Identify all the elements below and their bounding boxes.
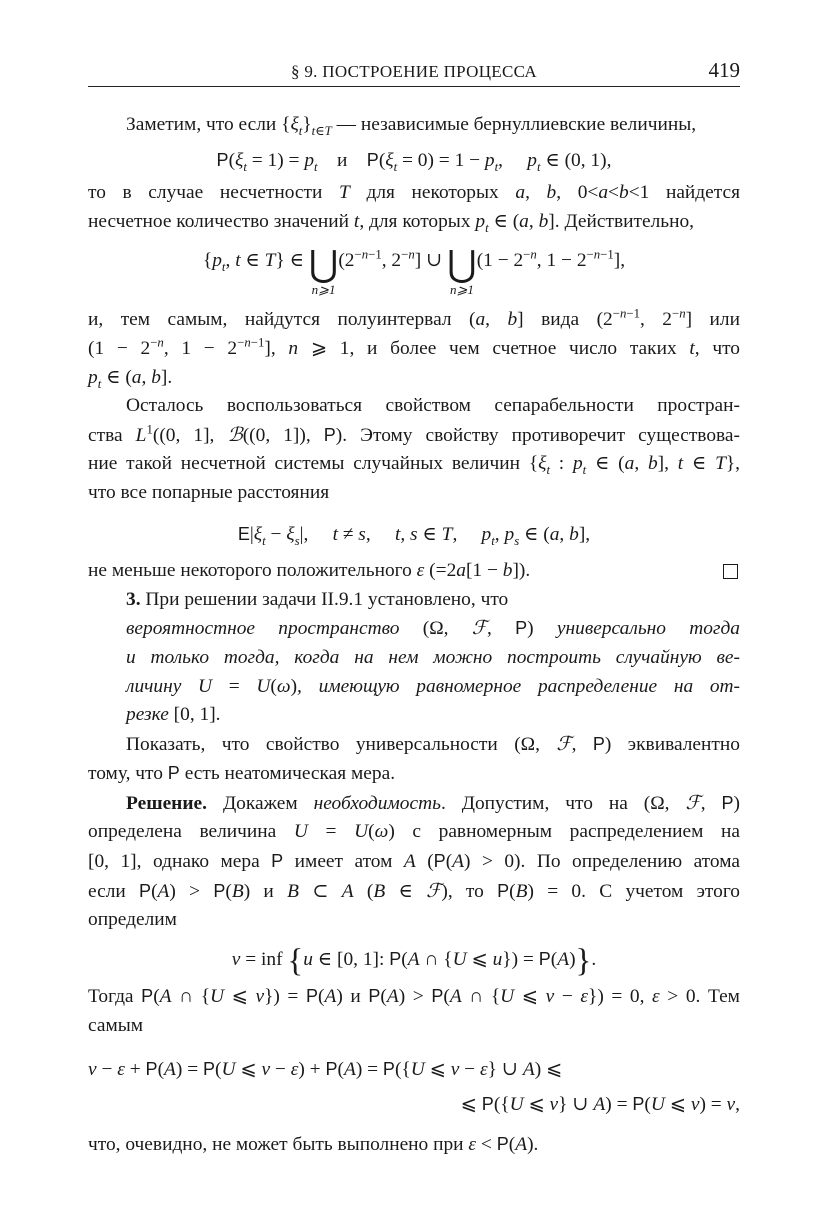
text: универсально тогда <box>556 618 741 640</box>
text: Показать, что свойство универсальности <box>126 733 498 755</box>
section-title: § 9. ПОСТРОЕНИЕ ПРОЦЕССА <box>291 62 537 81</box>
text: ние такой несчетной системы случайных величин <box>88 453 521 475</box>
text: резке <box>126 704 169 726</box>
text: с равномерным распределением на <box>412 821 740 843</box>
text: , то <box>447 880 484 902</box>
page-body <box>88 111 740 1159</box>
text: определим <box>88 909 177 931</box>
text: вероятностное пространство <box>126 618 400 640</box>
equation-distances: $E|\xi_t - \xi_s|$, t ≠ s, t, s ∈ T, $p_t$, $p_s$ ∈ (a, b], <box>237 523 591 548</box>
text: для некоторых <box>366 182 499 204</box>
text: . Этому свойству противоречит существова- <box>342 424 740 446</box>
text: и, тем самым, найдутся полуинтервал <box>88 309 452 331</box>
equation-union: {$p_t$, t ∈ T} ∈ ⋃ n⩾1 ($2^{-n-1}$, $2^{-n}$] ∪ ⋃ n⩾1 ($1 - 2^{-n}$, $1 - 2^{-n-1}$], <box>202 244 626 298</box>
text: что все попарные расстояния <box>88 481 330 503</box>
paragraph-half-interval: и, тем самым, найдутся полуинтервал (a, b] вида ($2^{-n-1}$, $2^{-n}$] или ($1 - 2^{-n}$, $1 - 2^{-n-1}$], n ⩾ 1, и более чем счетное число таких t, что $p_t$ ∈ (a, b]. <box>88 306 740 391</box>
problem-3-statement: вероятностное пространство (Ω, ℱ, P) универсально тогда и только тогда, когда на нем можно построить случайную ве- личину U = U(ω), имеющую равномерное распределение на от- резке [0, 1]. <box>126 616 741 726</box>
text: не меньше некоторого положительного <box>88 560 412 582</box>
text: , имеющую равномерное распределение на от- <box>297 675 740 697</box>
paragraph-conclusion: что, очевидно, не может быть выполнено при ε < P(A). <box>88 1133 539 1155</box>
text: . Допустим, что на <box>440 792 628 814</box>
paragraph-bernoulli: Заметим, что если $\{\xi_t\}_{t\in T}$ — независимые бернуллиевские величины, <box>126 114 697 138</box>
running-header <box>88 56 740 87</box>
text: , и более чем счетное число таких <box>349 337 677 359</box>
text: необходимость <box>313 792 441 814</box>
text: . С учетом этого <box>581 880 741 902</box>
text: , для которых <box>359 210 471 232</box>
text: личину <box>126 675 182 697</box>
text: или <box>709 309 740 331</box>
text: то в случае несчетности <box>88 182 323 204</box>
paragraph-uncountable: то в случае несчетности T для некоторых a, b, 0<a<b<1 найдется несчетное количество значений t, для которых $p_t$ ∈ (a, b]. Действительно, <box>88 182 741 235</box>
text: есть неатомическая мера. <box>184 763 396 785</box>
text: и <box>337 149 348 171</box>
text: несчетное количество значений <box>88 210 350 232</box>
text: , однако мера <box>136 851 260 873</box>
equation-v-definition: v = inf {u ∈ [0, 1]: P(A ∩ {U ⩽ u}) = P(A)}. <box>231 942 597 979</box>
book-page <box>88 56 740 1159</box>
text: Тем <box>707 986 740 1008</box>
text: имеет атом <box>294 851 393 873</box>
text: найдется <box>665 182 741 204</box>
text: эквивалентно <box>627 733 740 755</box>
text: — независимые бернуллиевские величины, <box>336 114 697 135</box>
text: вида <box>541 309 580 331</box>
problem-3-intro <box>88 586 740 615</box>
text: что, очевидно, не может быть выполнено при <box>88 1133 464 1155</box>
paragraph-separability: Осталось воспользоваться свойством сепарабельности простран- ства $L^1((0$, 1], ℬ((0, 1]), P). Этому свойству противоречит существова- ние такой несчетной системы случайных величин {$\xi_t$ : $p_t$ ∈ (a, b], t ∈ T}, что все попарные расстояния <box>88 395 741 503</box>
qed-square-icon <box>723 564 738 579</box>
text: Докажем <box>222 792 298 814</box>
equation-bernoulli: $P(\xi_t = 1) = p_t$ и $P(\xi_t = 0) = 1 - p_t$, $p_t$ ∈ (0, 1), <box>216 149 612 174</box>
text: . Действительно, <box>554 210 695 232</box>
text: . По определению атома <box>520 851 740 873</box>
solution-paragraph: Решение. Докажем необходимость. Допустим, что на (Ω, ℱ, P) определена величина U = U(ω) с равномерным распределением на [0, 1], однако мера P имеет атом A (P(A) > 0). По определению атома если P(A) > P(B) и B ⊂ A (B ∈ ℱ), то P(B) = 0. С учетом этого определим <box>88 790 741 931</box>
text: определена величина <box>88 821 277 843</box>
text: самым <box>88 1015 144 1037</box>
text: Тогда <box>88 986 134 1008</box>
text: и только тогда, когда на нем можно построить случайную ве- <box>126 646 740 668</box>
problem-3-task: Показать, что свойство универсальности (Ω, ℱ, P) эквивалентно тому, что P есть неатомическая мера. <box>88 731 740 785</box>
text: Осталось воспользоваться свойством сепарабельности простран- <box>126 395 740 417</box>
text: , что <box>694 337 740 359</box>
text: если <box>88 880 126 902</box>
problem-number: 3. <box>126 588 141 610</box>
text: При решении задачи II.9.1 установлено, что <box>145 588 509 610</box>
paragraph-epsilon: не меньше некоторого положительного ε (=2a[1 − b]). <box>88 557 740 586</box>
page-number: 419 <box>708 58 740 82</box>
equation-chain: v − ε + P(A) = P(U ⩽ v − ε) + P(A) = P({U ⩽ v − ε} ∪ A) ⩽ ⩽ P({U ⩽ v} ∪ A) = P(U ⩽ v) = v, <box>88 1058 740 1116</box>
text: тому, что <box>88 763 163 785</box>
text: ства <box>88 424 123 446</box>
solution-label: Решение. <box>126 792 207 814</box>
paragraph-then: Тогда P(A ∩ {U ⩽ v}) = P(A) и P(A) > P(A ∩ {U ⩽ v − ε}) = 0, ε > 0. Тем самым <box>88 986 740 1037</box>
text: Заметим, что если <box>126 114 277 135</box>
